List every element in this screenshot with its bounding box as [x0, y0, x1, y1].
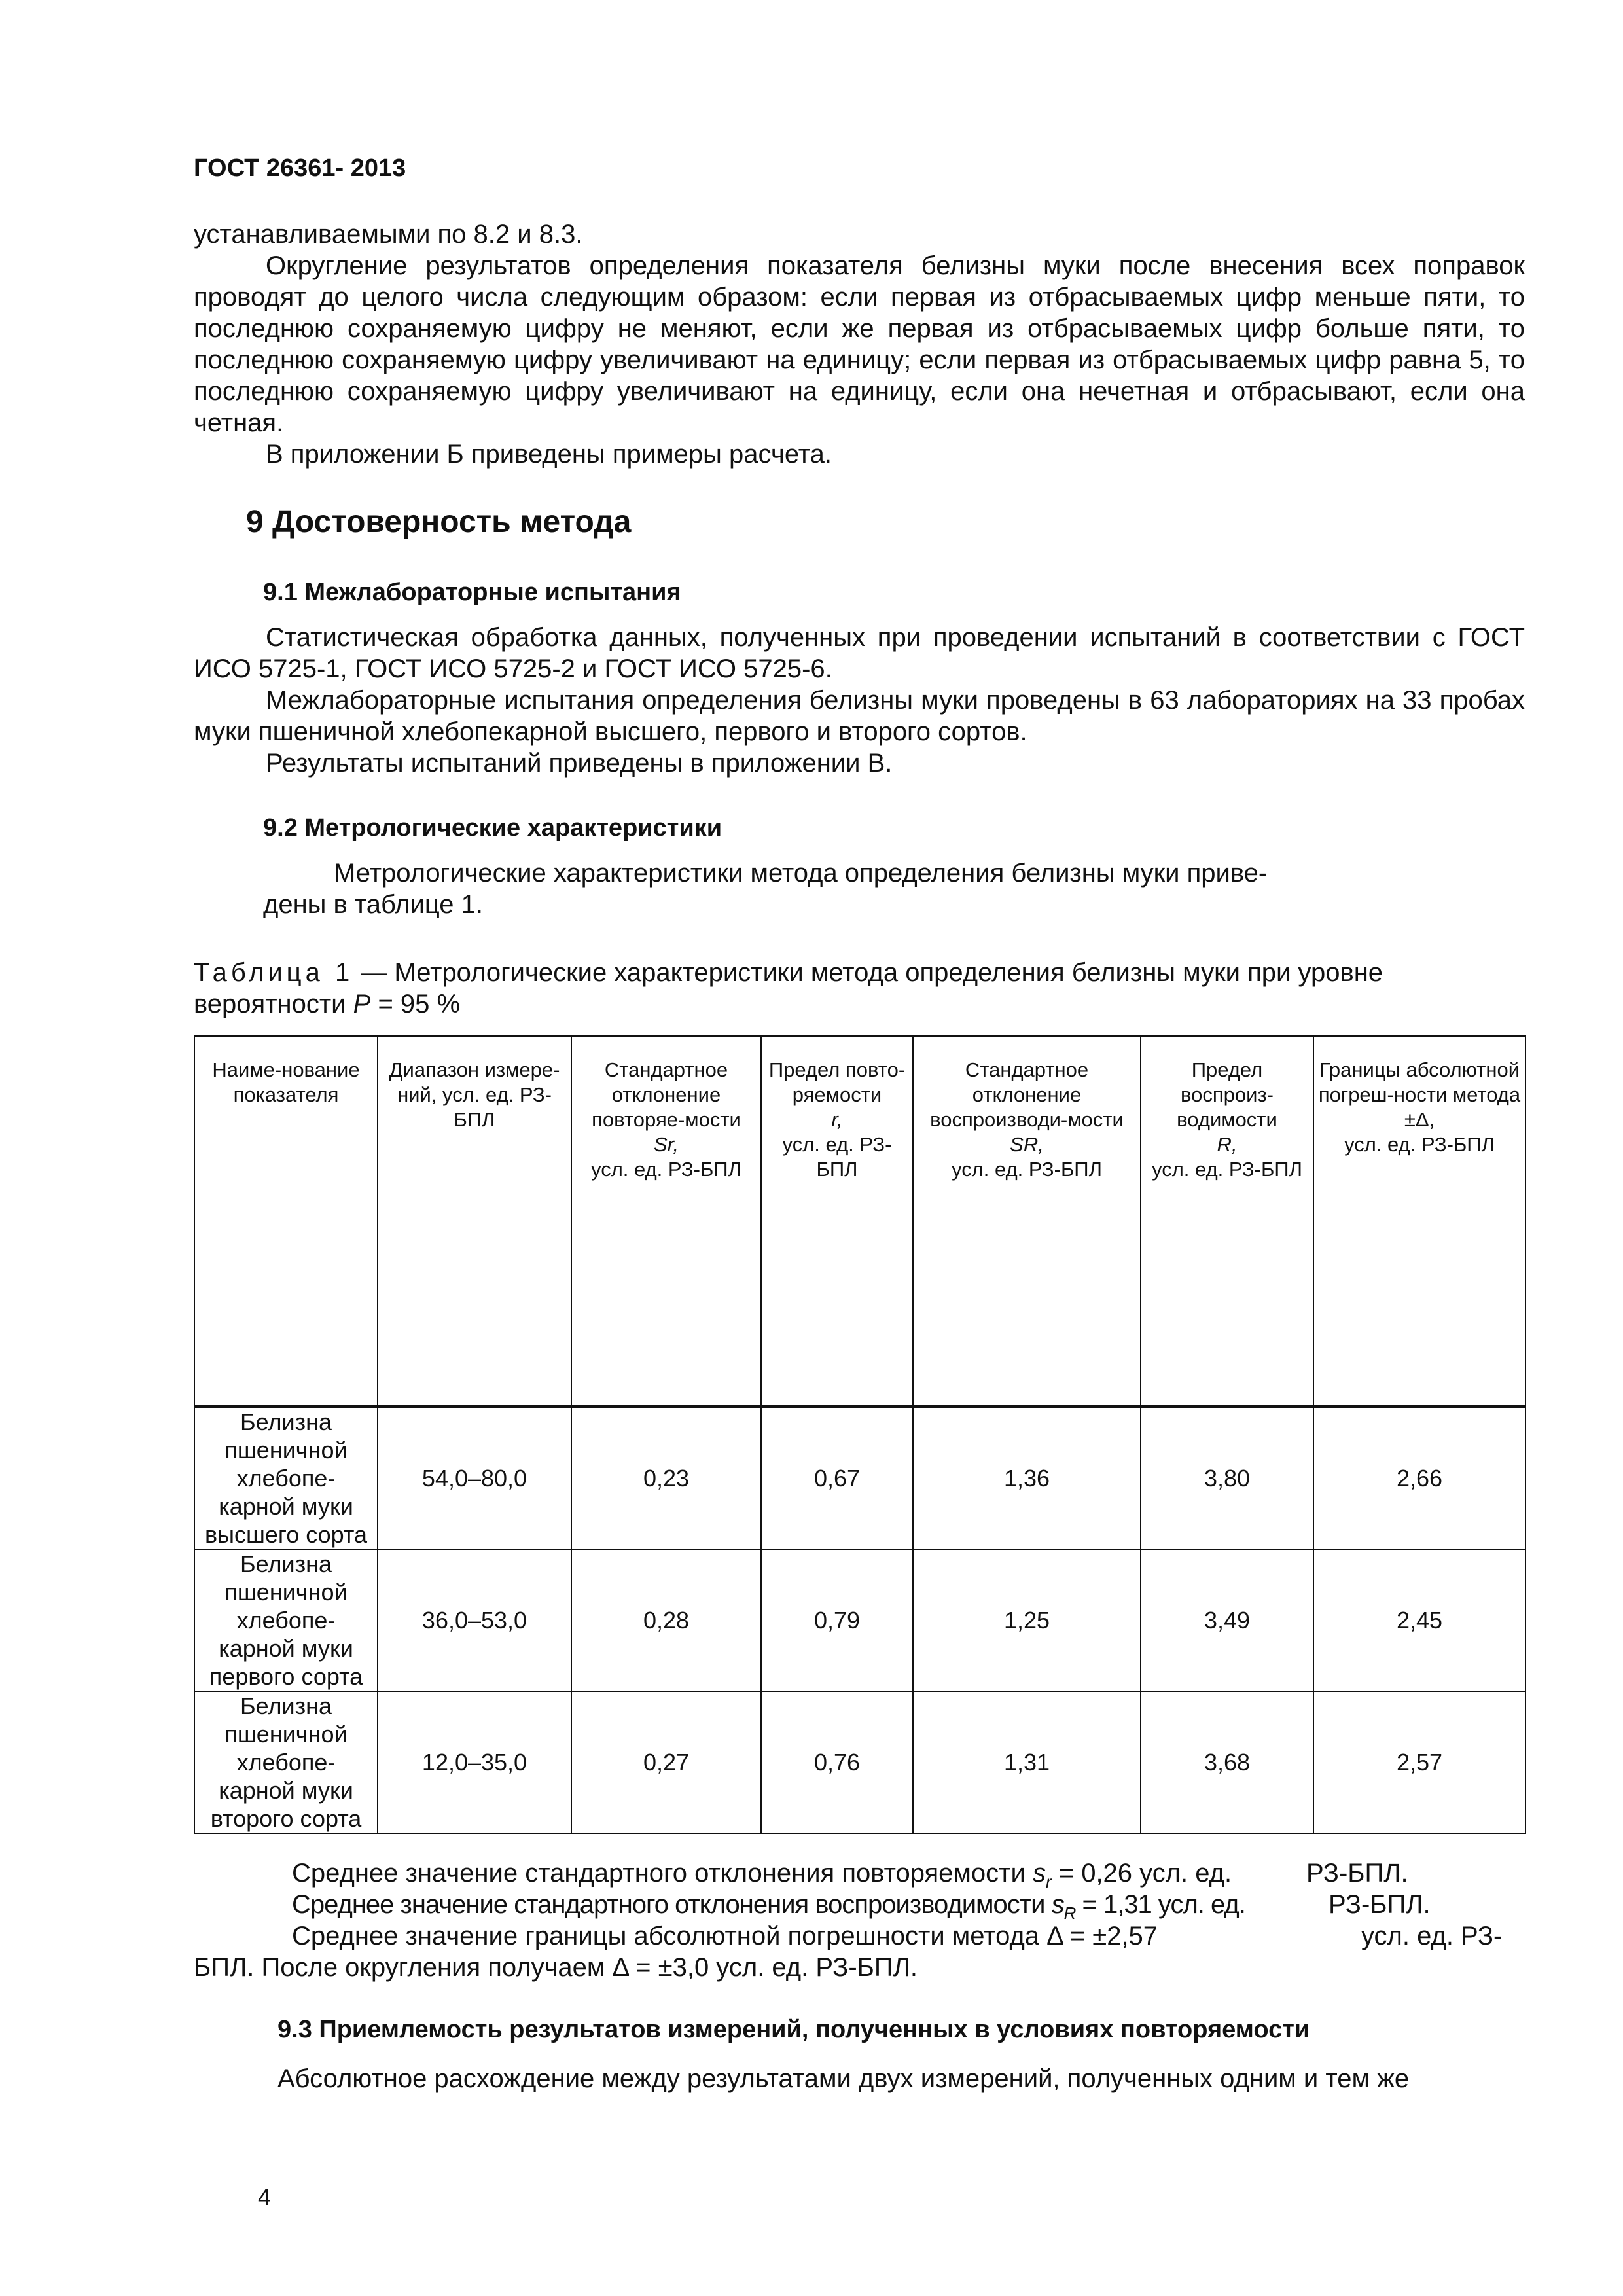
cell-R: 3,49: [1141, 1549, 1313, 1691]
page-number: 4: [258, 2183, 272, 2210]
header-indicator: Наиме-нование показателя: [194, 1036, 378, 1407]
section-9-2-title: 9.2 Метрологические характеристики: [263, 814, 722, 842]
note-mean-error-unit: усл. ед. РЗ-: [1361, 1922, 1503, 1950]
table-row: [194, 1691, 1525, 1833]
table-header-row: [194, 1036, 1525, 1407]
document-code-header: ГОСТ 26361- 2013: [194, 154, 406, 182]
cell-r: 0,79: [761, 1549, 913, 1691]
note-mean-reproducibility-unit: РЗ-БПЛ.: [1329, 1890, 1431, 1919]
note-rounded-error: БПЛ. После округления получаем Δ = ±3,0 усл. ед. РЗ-БПЛ.: [194, 1953, 918, 1982]
paragraph-continuation: устанавливаемыми по 8.2 и 8.3.: [194, 220, 583, 249]
header-repeatability-sd: Стандартное отклонение повторяе-мости Sr, усл. ед. РЗ-БПЛ: [571, 1036, 761, 1407]
cell-R: 3,68: [1141, 1691, 1313, 1833]
table-1-caption: [194, 957, 1525, 1020]
table-row: [194, 1549, 1525, 1691]
paragraph-statistics: Статистическая обработка данных, полученных при проведении испытаний в соответствии с ГОСТ ИСО 5725-1, ГОСТ ИСО 5725-2 и ГОСТ ИСО 5725-6.: [194, 623, 1525, 683]
cell-range: 36,0–53,0: [378, 1549, 571, 1691]
cell-indicator: Белизна пшеничной хлебопе-карной муки первого сорта: [194, 1549, 378, 1691]
cell-delta: 2,57: [1313, 1691, 1525, 1833]
note-mean-repeatability: Среднее значение стандартного отклонения повторяемости $s_r = 0,26$ усл. ед.: [292, 1859, 1232, 1892]
table-row: [194, 1407, 1525, 1550]
note-mean-reproducibility: Среднее значение стандартного отклонения воспроизводимости $s_R = 1,31$ усл. ед.: [292, 1890, 1245, 1923]
cell-sR: 1,36: [913, 1407, 1141, 1550]
note-mean-repeatability-unit: РЗ-БПЛ.: [1306, 1859, 1408, 1888]
paragraph-appendix-b: В приложении Б приведены примеры расчета.: [266, 440, 832, 469]
header-reproducibility-sd: Стандартное отклонение воспроизводи-мости SR, усл. ед. РЗ-БПЛ: [913, 1036, 1141, 1407]
cell-indicator: Белизна пшеничной хлебопе-карной муки высшего сорта: [194, 1407, 378, 1550]
cell-indicator: Белизна пшеничной хлебопе-карной муки второго сорта: [194, 1691, 378, 1833]
table-1-caption-text: — Метрологические характеристики метода определения белизны муки при уровне вероятности: [194, 958, 1383, 1018]
paragraph-interlab: Межлабораторные испытания определения белизны муки проведены в 63 лабораториях на 33 пробах муки пшеничной хлебопекарной высшего, первого и второго сортов.: [194, 686, 1525, 746]
header-range: Диапазон измере-ний, усл. ед. РЗ-БПЛ: [378, 1036, 571, 1407]
cell-sR: 1,31: [913, 1691, 1141, 1833]
cell-sr: 0,23: [571, 1407, 761, 1550]
cell-delta: 2,66: [1313, 1407, 1525, 1550]
paragraph-metrology-line1: Метрологические характеристики метода определения белизны муки приве-: [334, 859, 1268, 888]
header-reproducibility-limit: Предел воспроиз-водимости R, усл. ед. РЗ-БПЛ: [1141, 1036, 1313, 1407]
header-error-bounds: Границы абсолютной погреш-ности метода ±Δ, усл. ед. РЗ-БПЛ: [1313, 1036, 1525, 1407]
metrology-table: [194, 1035, 1526, 1834]
paragraph-metrology-line2: дены в таблице 1.: [263, 890, 483, 919]
cell-sR: 1,25: [913, 1549, 1141, 1691]
paragraph-rounding-rules: Округление результатов определения показателя белизны муки после внесения всех поправок проводят до целого числа следующим образом: если первая из отбрасываемых цифр меньше пяти, то последнюю сохраняемую цифру не меняют, если же первая из отбрасываемых цифр больше пяти, то последнюю сохраняемую цифру увеличивают на единицу; если первая из отбрасываемых цифр равна 5, то последнюю сохраняемую цифру увеличивают на единицу, если она нечетная и отбрасывают, если она четная.: [194, 251, 1525, 437]
paragraph-abs-difference: Абсолютное расхождение между результатами двух измерений, полученных одним и тем же: [277, 2064, 1410, 2093]
table-1-label: Таблица 1: [194, 958, 354, 987]
paragraph-appendix-v: Результаты испытаний приведены в приложении В.: [266, 749, 893, 778]
section-9-1-title: 9.1 Межлабораторные испытания: [263, 579, 681, 606]
cell-r: 0,67: [761, 1407, 913, 1550]
cell-r: 0,76: [761, 1691, 913, 1833]
cell-range: 54,0–80,0: [378, 1407, 571, 1550]
cell-delta: 2,45: [1313, 1549, 1525, 1691]
table-1-caption-p: P: [353, 990, 371, 1018]
section-9-title: 9 Достоверность метода: [246, 505, 632, 539]
header-repeatability-limit: Предел повто-ряемости r, усл. ед. РЗ-БПЛ: [761, 1036, 913, 1407]
cell-range: 12,0–35,0: [378, 1691, 571, 1833]
cell-sr: 0,27: [571, 1691, 761, 1833]
cell-sr: 0,28: [571, 1549, 761, 1691]
note-mean-error: Среднее значение границы абсолютной погрешности метода Δ = ±2,57: [292, 1922, 1158, 1950]
section-9-3-title: 9.3 Приемлемость результатов измерений, полученных в условиях повторяемости: [277, 2016, 1310, 2043]
table-1-caption-eq: = 95 %: [370, 990, 461, 1018]
cell-R: 3,80: [1141, 1407, 1313, 1550]
